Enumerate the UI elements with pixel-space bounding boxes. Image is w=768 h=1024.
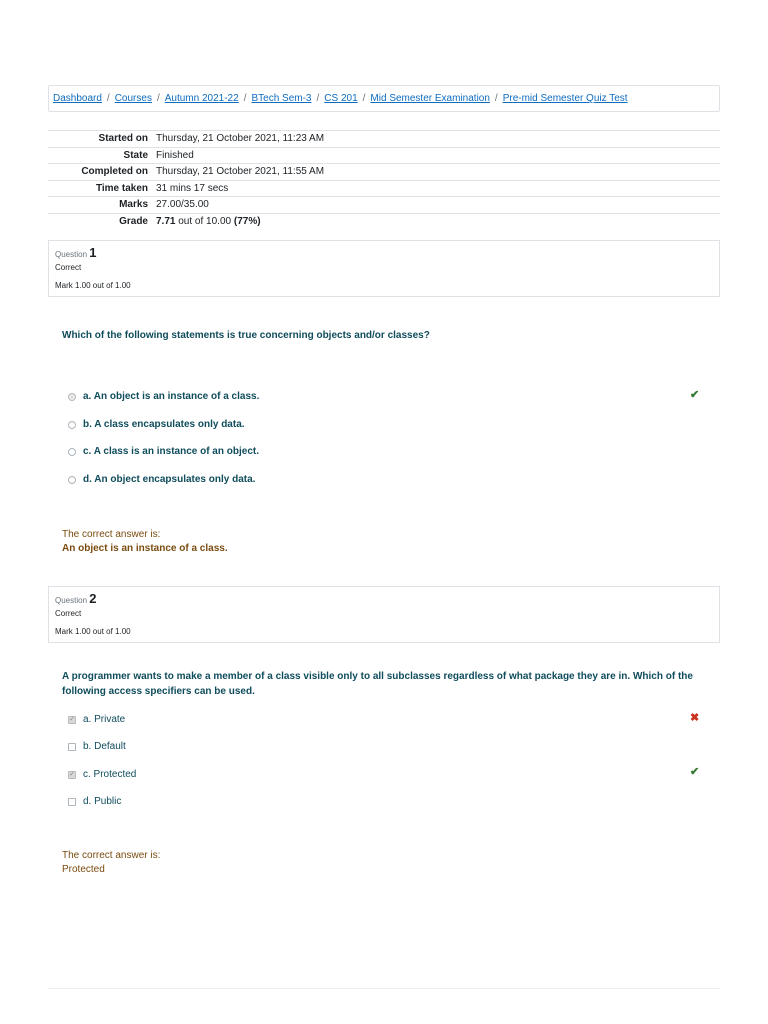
option-label: b. A class encapsulates only data. bbox=[83, 419, 245, 430]
summary-row-started bbox=[48, 131, 720, 148]
breadcrumb-separator: / bbox=[106, 93, 110, 104]
summary-row-marks bbox=[48, 197, 720, 214]
page-divider bbox=[48, 988, 720, 989]
option-label: b. Default bbox=[83, 741, 126, 752]
breadcrumb-separator: / bbox=[494, 93, 498, 104]
started-value: Thursday, 21 October 2021, 11:23 AM bbox=[156, 133, 325, 145]
q1-option-a[interactable] bbox=[68, 391, 259, 402]
question-grade: Mark 1.00 out of 1.00 bbox=[55, 627, 131, 636]
breadcrumb-dashboard[interactable]: Dashboard bbox=[53, 93, 102, 104]
question-number bbox=[55, 591, 713, 606]
option-label: c. A class is an instance of an object. bbox=[83, 446, 259, 457]
grade-score: 7.71 bbox=[156, 216, 176, 227]
question-state: Correct bbox=[55, 263, 82, 272]
marks-label: Marks bbox=[119, 199, 148, 211]
q2-option-a[interactable] bbox=[68, 714, 125, 725]
q2-option-b[interactable] bbox=[68, 741, 126, 752]
radio-button[interactable] bbox=[68, 393, 76, 401]
feedback-label: The correct answer is: bbox=[62, 529, 161, 540]
q1-option-d[interactable] bbox=[68, 474, 255, 485]
question-2-info bbox=[48, 586, 720, 643]
time-label: Time taken bbox=[95, 182, 148, 194]
grade-percent: (77%) bbox=[233, 216, 261, 227]
attempt-summary-table bbox=[48, 130, 720, 230]
state-value: Finished bbox=[156, 149, 194, 161]
checkbox[interactable]: ✓ bbox=[69, 770, 75, 778]
feedback-label: The correct answer is: bbox=[62, 850, 161, 861]
breadcrumb-separator: / bbox=[243, 93, 247, 104]
question-number bbox=[55, 245, 713, 260]
breadcrumb-separator: / bbox=[316, 93, 320, 104]
breadcrumb-course[interactable]: CS 201 bbox=[324, 93, 358, 104]
breadcrumb-courses[interactable]: Courses bbox=[114, 93, 152, 104]
breadcrumb-separator: / bbox=[156, 93, 160, 104]
check-icon: ✔ bbox=[690, 766, 700, 778]
breadcrumb bbox=[48, 85, 720, 112]
completed-value: Thursday, 21 October 2021, 11:55 AM bbox=[156, 166, 325, 178]
marks-value: 27.00/35.00 bbox=[156, 199, 209, 211]
started-label: Started on bbox=[98, 133, 148, 145]
question-2-text: A programmer wants to make a member of a class visible only to all subclasses regardless of what package they are in. Which of the following access specifiers can be used. bbox=[62, 671, 693, 697]
cross-icon: ✖ bbox=[690, 712, 700, 724]
option-label: a. Private bbox=[83, 714, 126, 725]
radio-button[interactable] bbox=[68, 448, 76, 456]
grade-value bbox=[152, 213, 720, 230]
summary-row-grade bbox=[48, 213, 720, 230]
q1-option-b[interactable] bbox=[68, 419, 245, 430]
grade-label: Grade bbox=[119, 216, 148, 227]
question-number-value: 1 bbox=[89, 245, 97, 260]
time-value: 31 mins 17 secs bbox=[156, 182, 229, 194]
completed-label: Completed on bbox=[81, 166, 148, 178]
radio-button[interactable] bbox=[68, 476, 76, 484]
grade-out-of: out of 10.00 bbox=[175, 216, 234, 227]
question-state: Correct bbox=[55, 609, 82, 618]
question-number-value: 2 bbox=[89, 591, 97, 606]
question-1-text: Which of the following statements is true concerning objects and/or classes? bbox=[62, 330, 430, 341]
breadcrumb-separator: / bbox=[362, 93, 366, 104]
breadcrumb-quiz[interactable]: Pre-mid Semester Quiz Test bbox=[502, 93, 628, 104]
radio-button[interactable] bbox=[68, 421, 76, 429]
q1-option-c[interactable] bbox=[68, 446, 259, 457]
q2-option-d[interactable] bbox=[68, 796, 121, 807]
question-grade: Mark 1.00 out of 1.00 bbox=[55, 281, 131, 290]
checkbox[interactable] bbox=[68, 798, 76, 806]
option-label: c. Protected bbox=[83, 769, 137, 780]
q1-feedback bbox=[62, 529, 228, 554]
breadcrumb-section[interactable]: Mid Semester Examination bbox=[370, 93, 490, 104]
question-label: Question bbox=[55, 250, 90, 259]
checkbox[interactable] bbox=[68, 743, 76, 751]
question-label: Question bbox=[55, 596, 90, 605]
q2-option-c[interactable] bbox=[68, 769, 136, 780]
option-label: d. Public bbox=[83, 796, 122, 807]
option-label: a. An object is an instance of a class. bbox=[83, 391, 260, 402]
feedback-answer: An object is an instance of a class. bbox=[62, 543, 228, 554]
q2-feedback bbox=[62, 850, 160, 875]
summary-row-state bbox=[48, 147, 720, 164]
option-label: d. An object encapsulates only data. bbox=[83, 474, 256, 485]
feedback-answer: Protected bbox=[62, 864, 105, 875]
summary-row-completed bbox=[48, 164, 720, 181]
breadcrumb-program[interactable]: BTech Sem-3 bbox=[251, 93, 312, 104]
breadcrumb-term[interactable]: Autumn 2021-22 bbox=[164, 93, 239, 104]
state-label: State bbox=[123, 149, 148, 161]
check-icon: ✔ bbox=[690, 389, 700, 401]
question-1-info bbox=[48, 240, 720, 297]
checkbox[interactable]: ✓ bbox=[69, 715, 75, 723]
summary-row-time bbox=[48, 180, 720, 197]
